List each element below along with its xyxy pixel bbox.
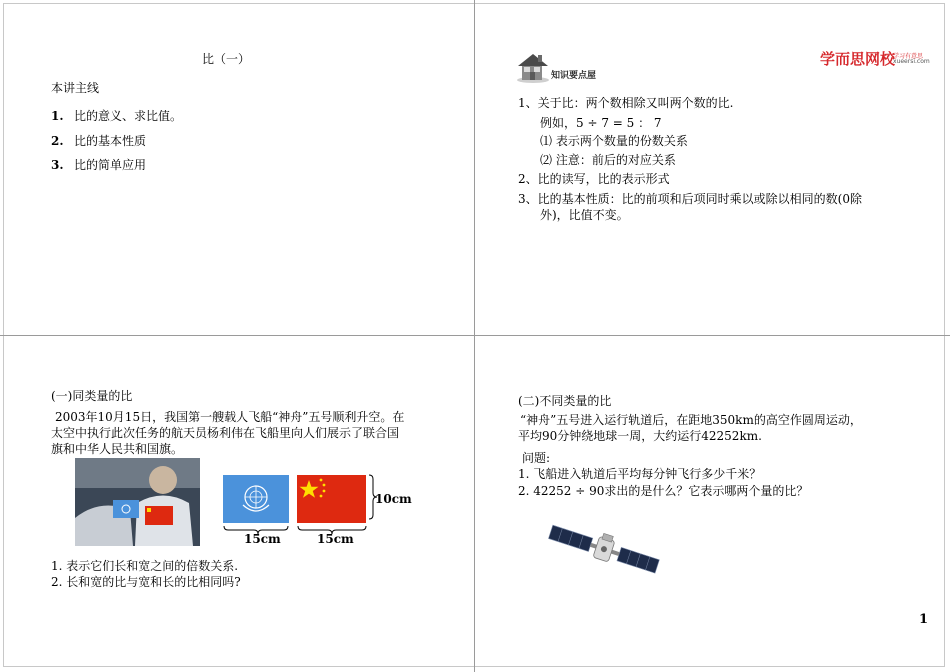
slide1-item-text: 比的基本性质 bbox=[74, 134, 147, 148]
astronaut-photo bbox=[75, 458, 200, 546]
slide3-para-line: 旗和中华人民共和国旗。 bbox=[51, 442, 184, 456]
spacecraft-icon bbox=[543, 520, 663, 584]
brand-logo: 学而思网校 bbox=[820, 50, 896, 68]
brand-url: xueersi.com bbox=[893, 58, 930, 65]
dimension-brackets bbox=[220, 466, 380, 536]
header-label: 知识要点屋 bbox=[551, 71, 597, 81]
slide1-item-text: 比的意义、求比值。 bbox=[74, 109, 183, 123]
brand-tagline: 学习有意思 bbox=[893, 53, 924, 60]
slide4-question: 2. 42252 ÷ 90求出的是什么？它表示哪两个量的比？ bbox=[518, 484, 809, 498]
slide3-para-line: 2003年10月15日，我国第一艘载人飞船“神舟”五号顺利升空。在 bbox=[55, 410, 405, 424]
slide2-line: ⑵ 注意：前后的对应关系 bbox=[540, 153, 676, 167]
horizontal-divider bbox=[0, 335, 950, 336]
slide1-item-num: 1. bbox=[51, 109, 64, 123]
slide3-heading: (一)同类量的比 bbox=[51, 389, 133, 403]
page-number: 1 bbox=[919, 612, 929, 627]
dim-height-label: 10cm bbox=[375, 492, 412, 506]
slide3-question: 2. 长和宽的比与宽和长的比相同吗? bbox=[51, 575, 241, 589]
slide1-item-num: 3. bbox=[51, 158, 64, 172]
slide3-question: 1. 表示它们长和宽之间的倍数关系. bbox=[51, 559, 239, 573]
vertical-divider bbox=[474, 0, 475, 672]
slide4-heading: (二)不同类量的比 bbox=[518, 394, 612, 408]
slide2-line: ⑴ 表示两个数量的份数关系 bbox=[540, 134, 688, 148]
slide4-para-line: 平均90分钟绕地球一周，大约运行42252km. bbox=[518, 429, 762, 443]
slide2-line: 例如，5 ÷ 7 = 5 ： 7 bbox=[540, 116, 662, 130]
slide1-title: 比（一） bbox=[202, 52, 251, 66]
dim-width-label-un: 15cm bbox=[244, 532, 281, 546]
slide2-line: 外)，比值不变。 bbox=[540, 208, 629, 222]
slide1-subtitle: 本讲主线 bbox=[51, 81, 100, 95]
slide4-question: 1. 飞船进入轨道后平均每分钟飞行多少千米？ bbox=[518, 467, 762, 481]
dim-width-label-cn: 15cm bbox=[317, 532, 354, 546]
slide1-item-num: 2. bbox=[51, 134, 64, 148]
slide2-line: 2、比的读写，比的表示形式 bbox=[518, 172, 670, 186]
slide2-line: 3、比的基本性质：比的前项和后项同时乘以或除以相同的数(0除 bbox=[518, 192, 862, 206]
slide4-para-line: “神舟”五号进入运行轨道后，在距地350km的高空作圆周运动， bbox=[520, 413, 862, 427]
house-icon bbox=[516, 50, 550, 84]
slide2-line: 1、关于比：两个数相除又叫两个数的比. bbox=[518, 96, 734, 110]
slide4-question-label: 问题: bbox=[522, 451, 551, 465]
slide3-para-line: 太空中执行此次任务的航天员杨利伟在飞船里向人们展示了联合国 bbox=[51, 426, 400, 440]
slide1-item-text: 比的简单应用 bbox=[74, 158, 147, 172]
